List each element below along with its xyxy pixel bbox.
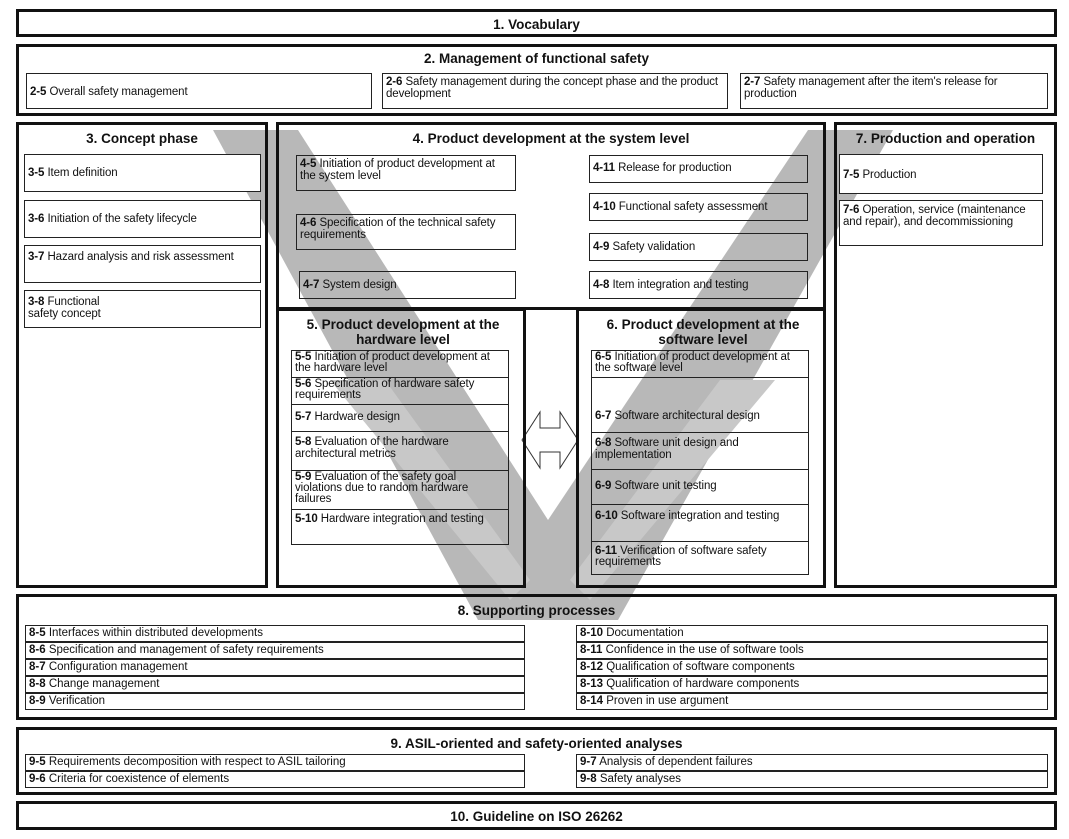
hardware-title: 5. Product development at the hardware level — [306, 317, 500, 347]
hardware-item-5-10: 5-10 Hardware integration and testing — [291, 509, 509, 545]
supporting-item-8-12: 8-12 Qualification of software components — [576, 659, 1048, 676]
vocabulary-section — [16, 9, 1057, 37]
software-item-6-11: 6-11 Verification of software safety requirements — [591, 541, 809, 575]
system-item-4-7: 4-7 System design — [299, 271, 516, 299]
hw-sw-double-arrow — [522, 412, 578, 468]
analyses-item-9-8: 9-8 Safety analyses — [576, 771, 1048, 788]
hardware-item-5-8: 5-8 Evaluation of the hardware architectural metrics — [291, 431, 509, 471]
system-item-4-8: 4-8 Item integration and testing — [589, 271, 808, 299]
management-item-2-5: 2-5 Overall safety management — [26, 73, 372, 109]
concept-item-3-6: 3-6 Initiation of the safety lifecycle — [24, 200, 261, 238]
guideline-section — [16, 801, 1057, 830]
production-item-7-6: 7-6 Operation, service (maintenance and repair), and decommissioning — [839, 200, 1043, 246]
supporting-item-8-8: 8-8 Change management — [25, 676, 525, 693]
supporting-item-8-13: 8-13 Qualification of hardware components — [576, 676, 1048, 693]
hardware-item-5-6: 5-6 Specification of hardware safety requirements — [291, 377, 509, 405]
hardware-item-5-9: 5-9 Evaluation of the safety goal violations due to random hardware failures — [291, 470, 509, 510]
supporting-item-8-14: 8-14 Proven in use argument — [576, 693, 1048, 710]
supporting-title: 8. Supporting processes — [457, 603, 616, 618]
software-title: 6. Product development at the software level — [606, 317, 800, 347]
guideline-title: 10. Guideline on ISO 26262 — [450, 809, 623, 824]
supporting-item-8-9: 8-9 Verification — [25, 693, 525, 710]
system-item-4-5: 4-5 Initiation of product development at the system level — [296, 155, 516, 191]
management-item-2-7: 2-7 Safety management after the item's release for production — [740, 73, 1048, 109]
production-title: 7. Production and operation — [855, 131, 1036, 146]
system-item-4-6: 4-6 Specification of the technical safety requirements — [296, 214, 516, 250]
software-item-6-10: 6-10 Software integration and testing — [591, 504, 809, 542]
concept-title: 3. Concept phase — [86, 131, 198, 146]
concept-item-3-5: 3-5 Item definition — [24, 154, 261, 192]
hardware-item-5-5: 5-5 Initiation of product development at the hardware level — [291, 350, 509, 378]
supporting-item-8-10: 8-10 Documentation — [576, 625, 1048, 642]
analyses-item-9-6: 9-6 Criteria for coexistence of elements — [25, 771, 525, 788]
supporting-item-8-5: 8-5 Interfaces within distributed developments — [25, 625, 525, 642]
management-item-2-6: 2-6 Safety management during the concept phase and the product development — [382, 73, 728, 109]
software-item-6-5: 6-5 Initiation of product development at the software level — [591, 350, 809, 378]
analyses-item-9-7: 9-7 Analysis of dependent failures — [576, 754, 1048, 771]
system-item-4-11: 4-11 Release for production — [589, 155, 808, 183]
supporting-item-8-7: 8-7 Configuration management — [25, 659, 525, 676]
concept-item-3-8: 3-8 Functional safety concept — [24, 290, 261, 328]
supporting-item-8-6: 8-6 Specification and management of safety requirements — [25, 642, 525, 659]
software-item-6-7: 6-7 Software architectural design — [591, 377, 809, 433]
hardware-item-5-7: 5-7 Hardware design — [291, 404, 509, 432]
supporting-item-8-11: 8-11 Confidence in the use of software tools — [576, 642, 1048, 659]
software-item-6-8: 6-8 Software unit design and implementation — [591, 432, 809, 470]
system-item-4-10: 4-10 Functional safety assessment — [589, 193, 808, 221]
system-item-4-9: 4-9 Safety validation — [589, 233, 808, 261]
concept-item-3-7: 3-7 Hazard analysis and risk assessment — [24, 245, 261, 283]
vocabulary-title: 1. Vocabulary — [493, 17, 580, 32]
software-item-6-9: 6-9 Software unit testing — [591, 469, 809, 505]
system-title: 4. Product development at the system level — [412, 131, 690, 146]
management-title: 2. Management of functional safety — [423, 51, 650, 66]
production-item-7-5: 7-5 Production — [839, 154, 1043, 194]
analyses-item-9-5: 9-5 Requirements decomposition with respect to ASIL tailoring — [25, 754, 525, 771]
analyses-title: 9. ASIL-oriented and safety-oriented analyses — [390, 736, 683, 751]
